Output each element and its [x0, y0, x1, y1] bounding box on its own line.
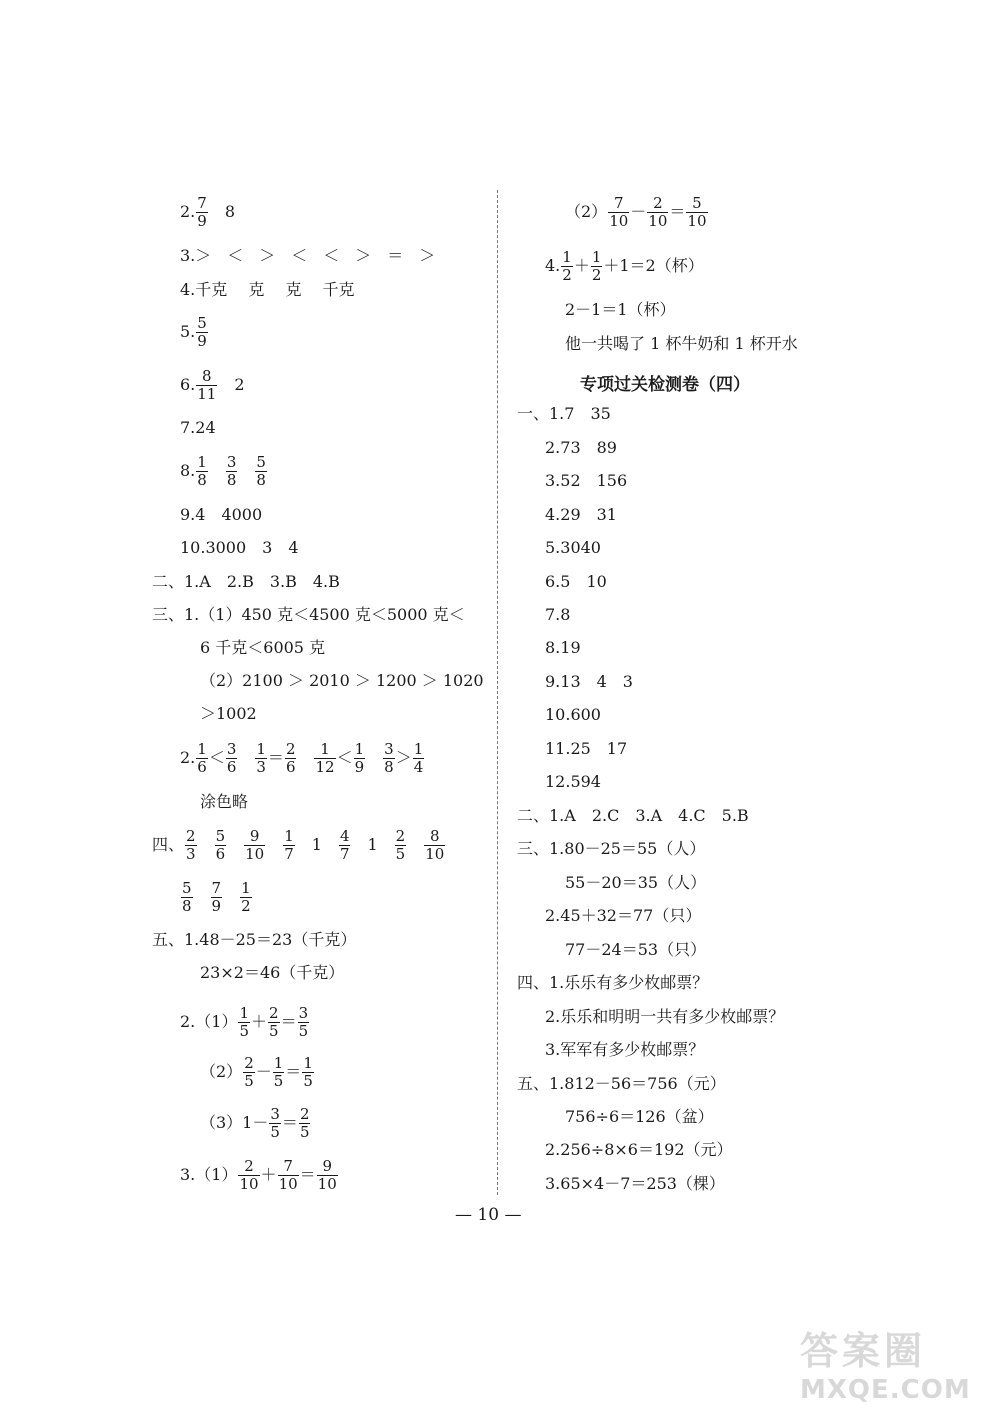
section-3-line-1: 三、1.（1）450 克＜4500 克＜5000 克＜ — [152, 605, 465, 624]
section-3-note: 涂色略 — [200, 792, 249, 811]
column-divider — [497, 190, 498, 1195]
answer-6: 6. $\frac{8}{11}$ 2 — [180, 367, 245, 403]
right-answer-line: 10.600 — [545, 705, 601, 724]
right-answer-4: 4. $\frac{1}{2}$ ＋ $\frac{1}{2}$ ＋1＝2（杯） — [545, 248, 704, 284]
fraction: $\frac{8}{11}$ — [197, 367, 217, 403]
right-answer-line: 9.13 4 3 — [545, 672, 633, 691]
section-5-q2-1: 2.（1） $\frac{1}{5}$ ＋ $\frac{2}{5}$ ＝ $\frac{3}{5}$ — [180, 1004, 309, 1040]
right-answer-line: 11.25 17 — [545, 739, 628, 758]
right-answer-line: 四、1.乐乐有多少枚邮票？ — [517, 973, 709, 992]
value: 1 — [367, 835, 378, 854]
fraction: $\frac{2}{5}$ — [395, 827, 406, 863]
answer-10: 10.3000 3 4 — [180, 538, 299, 557]
right-answer-4-conclusion: 他一共喝了 1 杯牛奶和 1 杯开水 — [565, 334, 798, 353]
section-3-line-2: 6 千克＜6005 克 — [200, 638, 326, 657]
right-answer-line: 5.3040 — [545, 538, 601, 557]
section-5-q2-3: （3）1－ $\frac{3}{5}$ ＝ $\frac{2}{5}$ — [200, 1105, 310, 1141]
fraction: $\frac{7}{9}$ — [197, 194, 207, 230]
right-answer-line: 6.5 10 — [545, 572, 607, 591]
fraction: $\frac{4}{7}$ — [339, 827, 350, 863]
fraction: $\frac{5}{9}$ — [197, 314, 207, 350]
answer-4: 4.千克 克 克 千克 — [180, 280, 355, 299]
section-4-row-1: 四、 $\frac{2}{3}$ $\frac{5}{6}$ $\frac{9}{10}$ $\frac{1}{7}$ 1 $\frac{4}{7}$ 1 $\frac{2}{5}$ $\frac{8}{10}$ — [152, 827, 445, 863]
page-number: — 10 — — [455, 1205, 522, 1225]
fraction: $\frac{5}{6}$ — [215, 827, 226, 863]
right-answer-2: （2） $\frac{7}{10}$ － $\frac{2}{10}$ ＝ $\frac{5}{10}$ — [565, 194, 707, 230]
fraction: $\frac{7}{9}$ — [211, 879, 222, 915]
section-5-q3-1: 3.（1） $\frac{2}{10}$ ＋ $\frac{7}{10}$ ＝ $\frac{9}{10}$ — [180, 1157, 337, 1193]
right-answer-line: 2.45＋32＝77（只） — [545, 906, 702, 925]
right-answer-line: 三、1.80－25＝55（人） — [517, 839, 706, 858]
fraction: $\frac{8}{10}$ — [425, 827, 445, 863]
fraction: $\frac{1}{7}$ — [284, 827, 294, 863]
right-answer-line: 4.29 31 — [545, 505, 617, 524]
right-answer-line: 8.19 — [545, 638, 581, 657]
section-4-row-2 — [180, 877, 253, 917]
right-answer-4-step: 2－1＝1（杯） — [565, 300, 676, 319]
section-5-line-1: 五、1.48－25＝23（千克） — [152, 930, 357, 949]
section-5-q2-2: （2） $\frac{2}{5}$ － $\frac{1}{5}$ ＝ $\frac{1}{5}$ — [200, 1054, 313, 1090]
right-answer-line: 2.73 89 — [545, 438, 617, 457]
right-answer-line: 7.8 — [545, 605, 571, 624]
fraction: $\frac{9}{10}$ — [245, 827, 265, 863]
right-answer-line: 3.军军有多少枚邮票？ — [545, 1040, 705, 1059]
answer-2: 2. $\frac{7}{9}$ 8 — [180, 194, 235, 230]
right-answer-line: 2.256÷8×6＝192（元） — [545, 1140, 733, 1159]
answer-9: 9.4 4000 — [180, 505, 263, 524]
section-2: 二、1.A 2.B 3.B 4.B — [152, 572, 340, 591]
answer-7: 7.24 — [180, 418, 216, 437]
section-3-line-3: （2）2100 ＞ 2010 ＞ 1200 ＞ 1020 — [200, 671, 484, 690]
right-answer-line: 一、1.7 35 — [517, 404, 611, 423]
right-answer-line: 2.乐乐和明明一共有多少枚邮票？ — [545, 1007, 785, 1026]
right-answer-line: 3.52 156 — [545, 471, 628, 490]
right-answer-line: 12.594 — [545, 772, 601, 791]
right-answer-line: 3.65×4－7＝253（棵） — [545, 1174, 725, 1193]
answer-5: 5. $\frac{5}{9}$ — [180, 314, 207, 350]
value: 1 — [311, 835, 322, 854]
right-answer-line: 77－24＝53（只） — [565, 940, 707, 959]
section-5-line-2: 23×2＝46（千克） — [200, 963, 345, 982]
watermark-logo: 答案圈 MXQE.COM — [800, 1329, 971, 1405]
section-3-q2: 2. $\frac{1}{6}$ ＜ $\frac{3}{6}$ $\frac{1}{3}$ ＝ $\frac{2}{6}$ $\frac{1}{12}$ ＜ $\frac{1}{9}$ $\frac{3}{8}$ ＞ $\frac{1}{4}$ — [180, 740, 424, 776]
right-answer-line: 55－20＝35（人） — [565, 873, 707, 892]
section-3-line-4: ＞1002 — [200, 704, 257, 723]
right-answer-line: 756÷6＝126（盆） — [565, 1107, 714, 1126]
right-answer-line: 二、1.A 2.C 3.A 4.C 5.B — [517, 806, 749, 825]
fraction: $\frac{2}{3}$ — [186, 827, 196, 863]
right-answer-line: 五、1.812－56＝756（元） — [517, 1074, 726, 1093]
section-title: 专项过关检测卷（四） — [580, 375, 750, 395]
answer-3: 3.＞ ＜ ＞ ＜ ＜ ＞ ＝ ＞ — [180, 246, 436, 265]
fraction: $\frac{1}{2}$ — [241, 879, 251, 915]
fraction: $\frac{5}{8}$ — [182, 879, 192, 915]
answer-8: 8. $\frac{1}{8}$ $\frac{3}{8}$ $\frac{5}{8}$ — [180, 453, 266, 489]
